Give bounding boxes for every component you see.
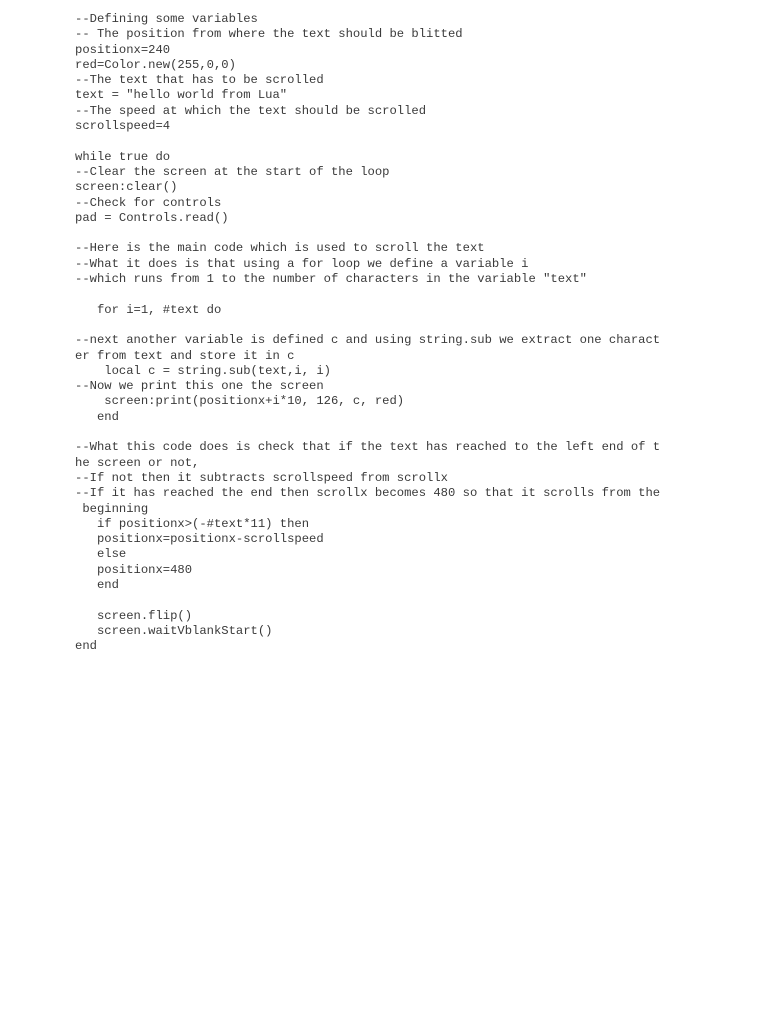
code-line: beginning xyxy=(75,501,149,516)
code-line: --which runs from 1 to the number of characters in the variable "text" xyxy=(75,272,587,287)
blank-line xyxy=(75,287,685,302)
code-line: end xyxy=(75,409,119,424)
code-line: --The speed at which the text should be scrolled xyxy=(75,103,427,118)
code-line: er from text and store it in c xyxy=(75,348,295,363)
code-line: --The text that has to be scrolled xyxy=(75,73,324,88)
code-line: for i=1, #text do xyxy=(75,302,222,317)
code-line: pad = Controls.read() xyxy=(75,210,229,225)
blank-line xyxy=(75,318,685,333)
code-line: --Clear the screen at the start of the loop xyxy=(75,164,390,179)
code-line: text = "hello world from Lua" xyxy=(75,88,288,103)
code-line: --Defining some variables xyxy=(75,12,258,26)
code-line: positionx=positionx-scrollspeed xyxy=(75,532,324,547)
blank-line xyxy=(75,425,685,440)
code-line: --Now we print this one the screen xyxy=(75,379,324,394)
code-line: --Check for controls xyxy=(75,195,222,210)
code-line: if positionx>(-#text*11) then xyxy=(75,516,310,531)
code-line: while true do xyxy=(75,149,171,164)
code-line: --What it does is that using a for loop we define a variable i xyxy=(75,256,529,271)
code-line: screen.flip() xyxy=(75,608,193,623)
code-listing xyxy=(75,12,685,654)
code-line: positionx=240 xyxy=(75,42,171,57)
code-line: -- The position from where the text should be blitted xyxy=(75,27,463,42)
blank-line xyxy=(75,593,685,608)
code-line: screen.waitVblankStart() xyxy=(75,623,273,638)
code-line: end xyxy=(75,639,97,654)
code-line: --If not then it subtracts scrollspeed from scrollx xyxy=(75,470,448,485)
code-line: red=Color.new(255,0,0) xyxy=(75,57,236,72)
code-line: he screen or not, xyxy=(75,455,200,470)
code-line: --If it has reached the end then scrollx becomes 480 so that it scrolls from the xyxy=(75,486,661,501)
blank-line xyxy=(75,226,685,241)
code-line: local c = string.sub(text,i, i) xyxy=(75,363,331,378)
code-line: end xyxy=(75,577,119,592)
blank-line xyxy=(75,134,685,149)
code-line: screen:print(positionx+i*10, 126, c, red) xyxy=(75,394,405,409)
code-line: --next another variable is defined c and using string.sub we extract one charact xyxy=(75,333,661,348)
code-line: --What this code does is check that if the text has reached to the left end of t xyxy=(75,440,661,455)
code-line: else xyxy=(75,547,127,562)
code-line: screen:clear() xyxy=(75,180,178,195)
code-line: --Here is the main code which is used to scroll the text xyxy=(75,241,485,256)
code-line: scrollspeed=4 xyxy=(75,119,171,134)
code-line: positionx=480 xyxy=(75,562,193,577)
